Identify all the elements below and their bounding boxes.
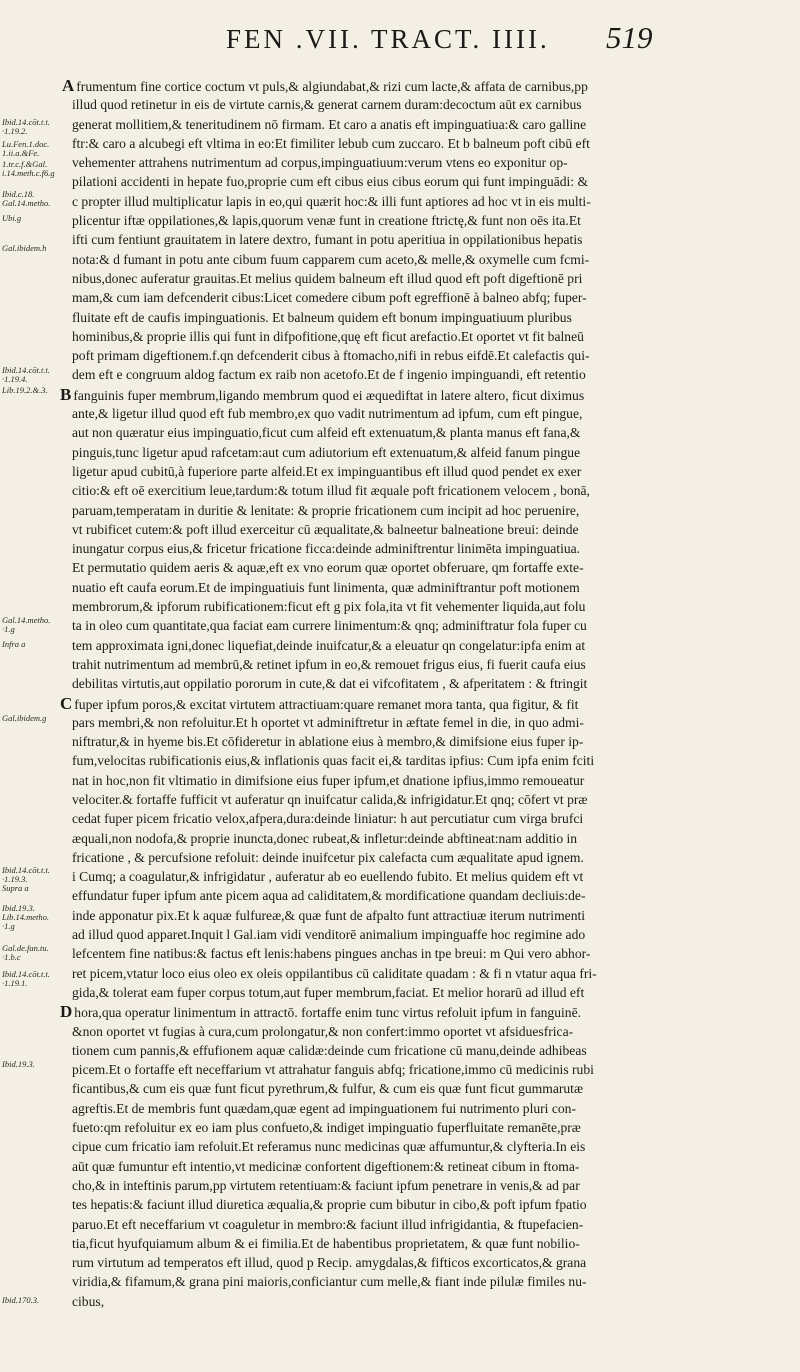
margin-note: Gal.de.fan.tu. ·1.b.c bbox=[2, 943, 49, 962]
text-line: vt rubificet cutem:& poft illud exerceitur cū æqualitate,& balneetur balneatione breui: deinde bbox=[72, 521, 579, 537]
margin-note: Ibid.14.cōt.t.t. ·1.19.3. Supra a bbox=[2, 865, 50, 893]
folio-number: 519 bbox=[606, 20, 653, 55]
text-line: cipue cum fricatio iam refoluit.Et referamus nunc medicinas quæ affumuntur,& clyfteria.In eis bbox=[72, 1139, 586, 1155]
body-text bbox=[58, 76, 778, 1330]
text-line: B fanguinis fuper membrum,ligando membrum quod ei æquediftat in latere altero, ficut diximus bbox=[60, 384, 585, 404]
text-line: hominibus,& proprie illis qui funt in difpofitione,quę eft ficut arefactio.Et oportet vt fit balneū bbox=[72, 328, 584, 344]
text-line: cibus, bbox=[72, 1293, 105, 1309]
text-line: rum virtutum ad temperatos eft illud, quod p Recip. amygdalas,& fifticos excorticatos,& grana bbox=[72, 1255, 587, 1271]
margin-note: Ubi.g bbox=[2, 213, 22, 223]
section-mark-b: B bbox=[60, 384, 72, 404]
text-line: plicentur iftæ oppilationes,& lapis,quorum venæ funt in creatione ftrictę,& funt non oēs ita.Et bbox=[72, 213, 581, 229]
text-line: mam,& cum iam defcenderit cibus:Licet comedere cibum poft egreffionē à balneo abfq; fuper- bbox=[72, 290, 587, 306]
text-line: paruam,temperatam in duritie & lenitate: & proprie fricationem cum incipit ad hoc peruenire, bbox=[72, 502, 580, 518]
margin-note: Ibid.c.18. Gal.14.metho. bbox=[2, 189, 51, 208]
margin-note: Gal.14.metho. ·1.g bbox=[2, 615, 51, 634]
text-line: aut non quæratur eius impinguatio,ficut cum alfeid eft extenuatum,& planta manus eft fana,& bbox=[72, 425, 581, 441]
text-line: c propter illud multiplicatur lapis in eo,qui quærit hoc:& illi funt aptiores ad hoc vt in eis multi- bbox=[72, 193, 591, 209]
text-line: aūt quæ fumuntur eft intentio,vt medicinæ confortent digeftionem:& retineat cibum in ftoma- bbox=[72, 1158, 580, 1174]
margin-note: Ibid.19.3. bbox=[2, 1059, 35, 1069]
text-line: gida,& tolerat eam fuper corpus totum,aut fuper membrum,faciat. Et melior horarū ad illud eft bbox=[72, 984, 585, 1000]
text-line-catchword bbox=[58, 1311, 778, 1330]
margin-note: Ibid.14.cōt.t.t. ·1.19.4. bbox=[2, 365, 50, 384]
text-line: Et permutatio quidem aeris & aquæ,eft ex vno eorum quæ oportet obferuare, qm fortaffe exte- bbox=[72, 560, 584, 576]
section-mark-a: A bbox=[62, 76, 75, 95]
section-mark-d: D bbox=[60, 1002, 73, 1022]
text-line: agreftis.Et de membris funt quædam,quæ egent ad impinguationem fui nutrimento pluri con- bbox=[72, 1100, 576, 1116]
text-line: citio:& eft oē exercitium leue,tardum:& totum illud fit æquale poft fricationem velocem , bonā, bbox=[72, 483, 590, 499]
text-line: pars membri,& non refoluitur.Et h oportet vt adminiftretur in æftate femel in die, in quo admi- bbox=[72, 714, 584, 730]
text-line: ante,& ligetur illud quod eft fub membro,ex quo vadit nutrimentum ad ipfum, cum eft pingue, bbox=[72, 406, 583, 422]
text-line: cho,& in inteftinis parum,pp virtutem retentiuam:& faciunt ipfum penetrare in venis,& ad par bbox=[72, 1177, 580, 1193]
margin-note: Ibid.14.cōt.t.t. ·1.19.1. bbox=[2, 969, 50, 988]
text-line: paruo.Et eft neceffarium vt coaguletur in membro:& faciunt illud infrigidantia, & ftupefacien- bbox=[72, 1216, 584, 1232]
text-line: æquali,non nodofa,& proprie inuncta,donec rubeat,& infletur:deinde abftineat:nam additio in bbox=[72, 830, 578, 846]
text-line: viridia,& fifamum,& grana pini maioris,conficiantur cum melle,& fiant inde pilulæ fimiles nu- bbox=[72, 1274, 587, 1290]
text-line: illud quod retinetur in eis de virtute carnis,& generat carnem duram:decoctum aūt ex carnibus bbox=[72, 97, 582, 113]
text-line: D hora,qua operatur linimentum in attractō. fortaffe enim tunc virtus refoluit ipfum in fanguinē. bbox=[60, 1002, 582, 1022]
text-line: tes hepatis:& faciunt illud diuretica æqualia,& proprie cum bibutur in cibo,& poft ipfum fpatio bbox=[72, 1197, 587, 1213]
text-line: i Cumq; a coagulatur,& infrigidatur , auferatur ab eo euellendo fubito. Et melius quidem eft vt bbox=[72, 869, 584, 885]
text-line: ta in oleo cum quantitate,qua faciat eam currere linimentum:& qnq; adminiftratur fola fuper cu bbox=[72, 618, 587, 634]
text-line: effundatur fuper ipfum ante picem aqua ad caliditatem,& mordificatione quandam decliuis:de- bbox=[72, 888, 586, 904]
text-line: pilationi accidenti in hepate fuo,proprie cum eft cibus eius cibus eorum qui funt impinguādi: & bbox=[72, 174, 589, 190]
text-line: ad illud quod apparet.Inquit l Gal.iam vidi venditorē animalium impinguaffe hoc regimine ado bbox=[72, 927, 586, 943]
text-line: ifti cum fentiunt grauitatem in latere dextro, fumant in potu aperitiua in oppilationibus hepatis bbox=[72, 232, 583, 248]
text-line: C fuper ipfum poros,& excitat virtutem attractiuam:quare remanet mora tanta, qua figitur, & fit bbox=[60, 693, 579, 713]
text-line: inde apponatur pix.Et k aquæ fulfureæ,& quæ funt de afpalto funt attractiuæ iterum nutrimenti bbox=[72, 907, 586, 923]
text-line: nuatio eft caufa eorum.Et de impinguatiuis funt linimenta, quæ adminiftrantur poft motionem bbox=[72, 579, 580, 595]
margin-note: Lu.Fen.1.doc. 1.ii.a.&Fe. bbox=[2, 139, 50, 158]
margin-note: Infra a bbox=[2, 639, 26, 649]
text-line: &non oportet vt fugias à cura,cum prolongatur,& non confert:immo oportet vt afsiduesfrica- bbox=[72, 1023, 574, 1039]
text-line: fluitate eft de caufis impinguationis. Et balneum quidem eft bonum impinguatiuum pluribus bbox=[72, 309, 572, 325]
text-line: ficantibus,& cum eis quæ funt ficut pyrethrum,& fulfur, & cum eis quæ funt ficut gummarutæ bbox=[72, 1081, 584, 1097]
text-line: pinguis,tunc ligetur apud rafcetam:aut cum adiutorium eft extenuatum,& alfeid fanum pingue bbox=[72, 444, 581, 460]
text-line: nota:& d fumant in potu ante cibum fuum capparem cum aceto,& melle,& oxymelle cum fcmi- bbox=[72, 251, 590, 267]
text-line: fum,velocitas rubificationis eius,& inflationis quas facit ei,& tarditas ipfius: Cum ipfa enim fciti bbox=[72, 753, 595, 769]
margin-note: Ibid.170.3. bbox=[2, 1295, 40, 1305]
text-line: trahit nutrimentum ad membrū,& retinet ipfum in eo,& remouet frigus eius, fi fuerit caufa eius bbox=[72, 656, 586, 672]
text-line: tia,ficut hyufquiamum album & ei fimilia.Et de habentibus proprietatem, & quæ funt nobilio- bbox=[72, 1235, 580, 1251]
text-line: ligetur apud cubitū,à fuperiore parte alfeid.Et ex impinguantibus eft illud quod pendet ex exer bbox=[72, 463, 582, 479]
text-line: nat in hoc,non fit vltimatio in dimifsione eius fuper ipfum,et dnatione ipfius,immo remoueatur bbox=[72, 772, 585, 788]
page-header bbox=[0, 14, 800, 78]
text-line: ftr:& caro a alcubegi eft vltima in eo:Et fimiliter lebub cum zuccaro. Et b balneum poft cibū eft bbox=[72, 135, 590, 151]
text-line: picem.Et o fortaffe eft neceffarium vt attrahatur fanguis abfq; fricatione,immo cū medicinis rubi bbox=[72, 1062, 594, 1078]
text-line: vehementer attrahens nutrimentum ad corpus,impinguatiuum:verum vtens eo exponitur op- bbox=[72, 155, 568, 171]
margin-note: Gal.ibidem.g bbox=[2, 713, 47, 723]
text-line: cedat fuper picem fricatio velox,afpera,dura:deinde liniatur: h aut percutiatur cum virga brufci bbox=[72, 811, 584, 827]
text-line: lefcentem fine natibus:& factus eft lenis:habens pingues anchas in tpe breui: m Qui vero abhor- bbox=[72, 946, 591, 962]
margin-note: 1.tr.c.f.&Gal. i.14.meth.c.f6.g bbox=[2, 159, 55, 178]
text-line: A frumentum fine cortice coctum vt puls,& algiundabat,& rizi cum lacte,& affata de carnibus,pp bbox=[62, 76, 588, 95]
text-line: tem approximata igni,donec liquefiat,deinde inuifcatur,& a eleuatur qn congelatur:ipfa enim at bbox=[72, 637, 586, 653]
margin-note: Gal.ibidem.h bbox=[2, 243, 47, 253]
text-line: dem eft e congruum aldog factum ex raib non acetofo.Et de f ingenio impinguandi, eft retentio bbox=[72, 367, 586, 383]
text-line: velociter.& fortaffe fufficit vt auferatur qn inuifcatur calida,& infrigidatur.Et qnq; cōfert vt præ bbox=[72, 791, 588, 807]
margin-notes bbox=[0, 0, 56, 1372]
margin-note: Ibid.19.3. Lib.14.metho. ·1.g bbox=[2, 903, 49, 931]
text-line: fricatione , & percufsione refoluit: deinde inuifcetur pix calefacta cum æqualitate apud ignem. bbox=[72, 849, 584, 865]
text-line: fueto:qm refoluitur ex eo iam plus confueto,& indiget impinguatio fuperfluitate remanēte,præ bbox=[72, 1120, 581, 1136]
running-head: FEN .VII. TRACT. IIII. bbox=[226, 24, 550, 54]
margin-note: Ibid.14.cōt.t.t. ·1.19.2. bbox=[2, 117, 50, 136]
section-mark-c: C bbox=[60, 693, 73, 713]
text-line: generat mollitiem,& teneritudinem nō firmam. Et caro a anatis eft impinguatiua:& caro galline bbox=[72, 116, 587, 132]
text-line: debilitas virtutis,aut oppilatio pororum in cute,& dat ei vifcofitatem , & afperitatem : & ftringit bbox=[72, 676, 588, 692]
text-line: niftratur,& in hyeme bis.Et cōfideretur in ablatione eius à membro,& dimifsione eius fuper ip- bbox=[72, 734, 584, 750]
text-line: poft primam digeftionem.f.qn defcenderit cibus à ftomacho,nifi in rebus eifdē.Et calefactis qui- bbox=[72, 348, 590, 364]
text-line: inungatur corpus eius,& fricetur fricatione ficca:deinde adminiftrentur linimēta impinguatiua. bbox=[72, 541, 581, 557]
text-line: ret picem,vtatur loco eius oleo ex oleis oppilantibus cū caliditate quadam : & fi n vtatur aqua fri- bbox=[72, 965, 597, 981]
text-line: tionem cum pannis,& effufionem aquæ calidæ:deinde cum fricatione cū manu,deinde adhibeas bbox=[72, 1042, 587, 1058]
text-line: membrorum,& ipforum rubificationem:ficut eft g pix fola,ita vt fit vehementer liquida,aut folu bbox=[72, 599, 586, 615]
text-line: nibus,donec auferatur grauitas.Et melius quidem balneum eft illud quod eft poft digeftionē pri bbox=[72, 270, 583, 286]
margin-note: Lib.19.2.&.3. bbox=[2, 385, 48, 395]
